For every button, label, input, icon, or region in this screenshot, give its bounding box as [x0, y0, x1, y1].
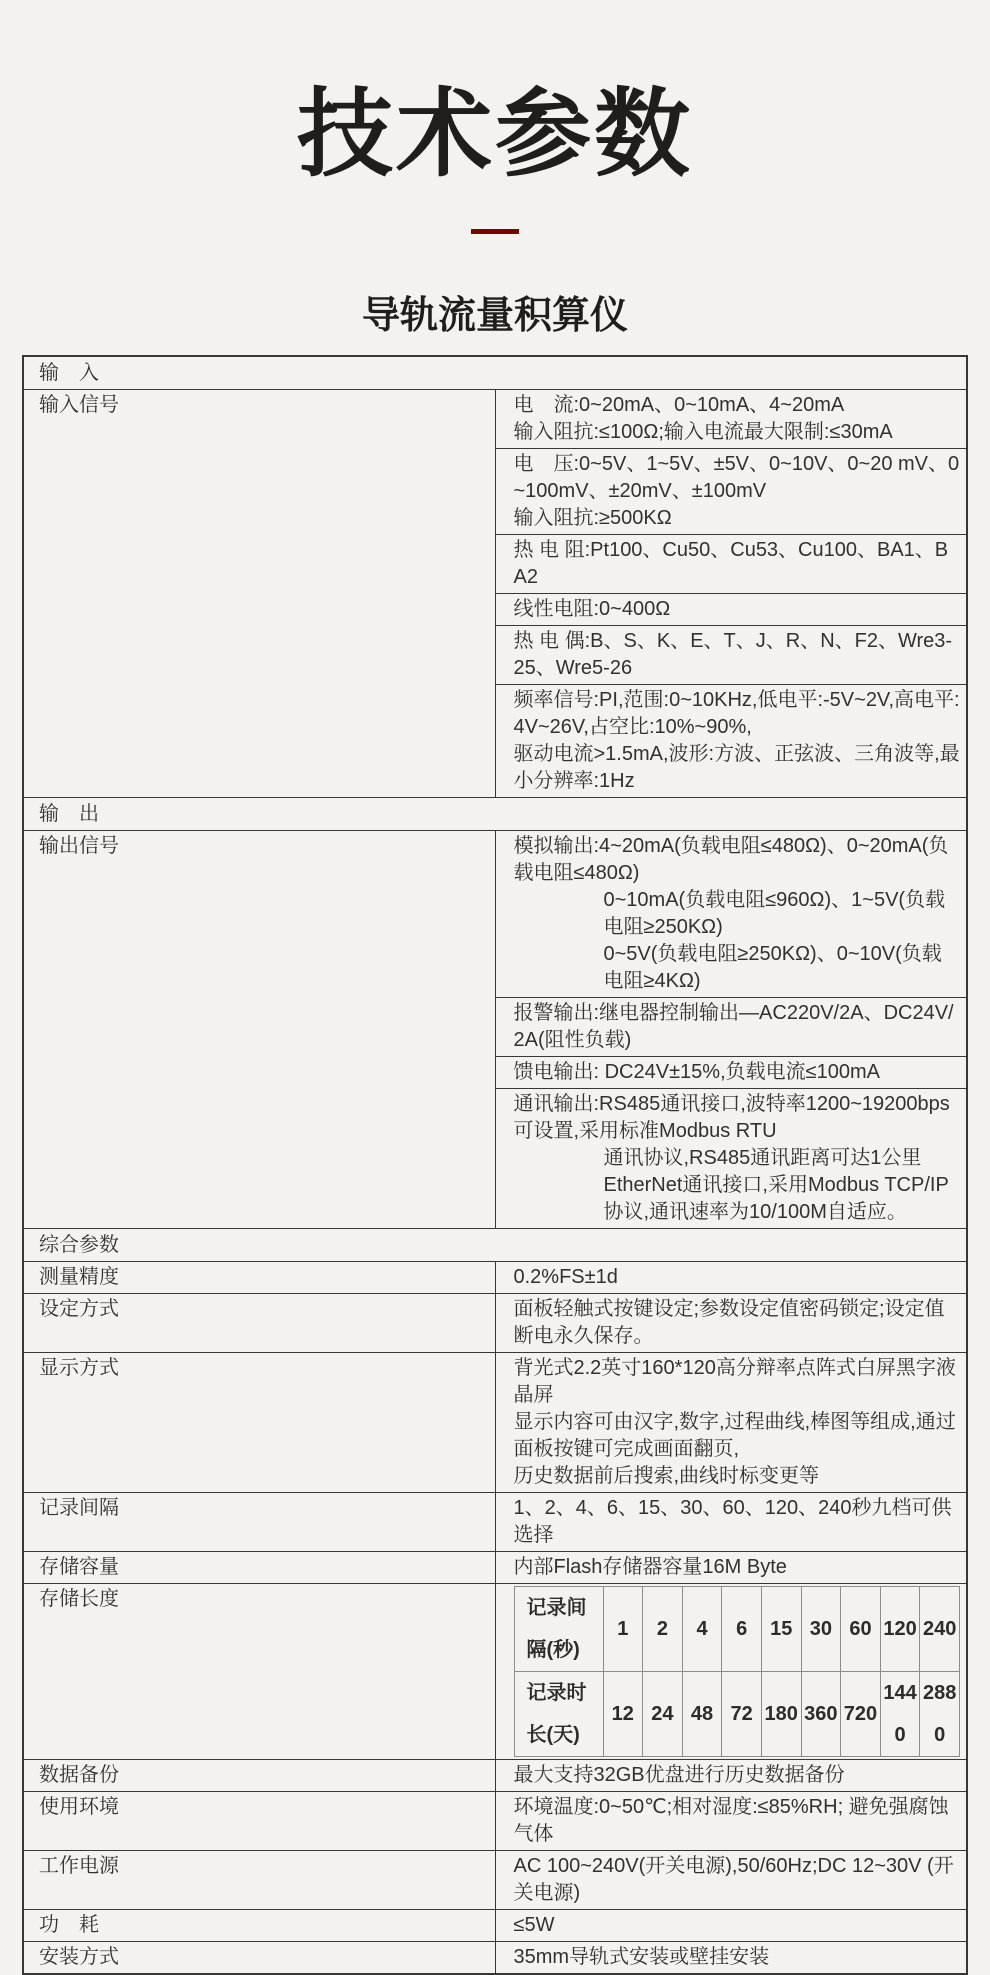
cell-output-analog: [495, 830, 967, 997]
spec-line: 电 压:0~5V、1~5V、±5V、0~10V、0~20 mV、0~100mV、±20mV、±100mV: [513, 452, 960, 502]
cell-display: [495, 1352, 967, 1492]
page-subtitle: 导轨流量积算仪: [361, 294, 628, 337]
storage-duration-value: 180: [761, 1671, 801, 1756]
table-row-interval: [23, 1492, 967, 1551]
storage-duration-row: [514, 1671, 960, 1756]
row-label-environment: 使用环境: [23, 1791, 495, 1850]
row-label-setting: 设定方式: [23, 1293, 495, 1352]
table-row-capacity: [23, 1551, 967, 1583]
section-row-output: [23, 797, 967, 830]
spec-table: [22, 355, 968, 1975]
cell-input-thermocouple: 热 电 偶:B、S、K、E、T、J、R、N、F2、Wre3-25、Wre5-26: [495, 625, 967, 684]
storage-interval-value: 60: [841, 1586, 881, 1671]
row-label-display: 显示方式: [23, 1352, 495, 1492]
section-header-output: 输 出: [23, 797, 967, 830]
storage-length-table: [514, 1586, 961, 1757]
storage-interval-label: 记录间隔(秒): [514, 1586, 603, 1671]
table-row-mount: [23, 1941, 967, 1974]
spec-line: 通讯协议,RS485通讯距离可达1公里: [603, 1146, 922, 1169]
storage-duration-value: 720: [841, 1671, 881, 1756]
spec-line: 输入阻抗:≥500KΩ: [513, 506, 672, 529]
table-row-storage-length: [23, 1583, 967, 1759]
spec-line: 0~10mA(负载电阻≤960Ω)、1~5V(负载电阻≥250KΩ): [603, 888, 946, 938]
row-label-power: 工作电源: [23, 1850, 495, 1909]
cell-backup: 最大支持32GB优盘进行历史数据备份: [495, 1759, 967, 1791]
table-row-output-analog: [23, 830, 967, 997]
cell-storage-length: [495, 1583, 967, 1759]
table-row-consumption: [23, 1909, 967, 1941]
storage-duration-value: 48: [682, 1671, 722, 1756]
cell-capacity: 内部Flash存储器容量16M Byte: [495, 1551, 967, 1583]
cell-output-comm: [495, 1088, 967, 1228]
cell-environment: 环境温度:0~50℃;相对湿度:≤85%RH; 避免强腐蚀气体: [495, 1791, 967, 1850]
storage-duration-value: 12: [603, 1671, 643, 1756]
cell-input-voltage: [495, 448, 967, 534]
cell-mount: 35mm导轨式安装或壁挂安装: [495, 1941, 967, 1974]
cell-interval: 1、2、4、6、15、30、60、120、240秒九档可供选择: [495, 1492, 967, 1551]
storage-interval-row: [514, 1586, 960, 1671]
storage-interval-value: 240: [920, 1586, 960, 1671]
row-label-consumption: 功 耗: [23, 1909, 495, 1941]
storage-interval-value: 6: [722, 1586, 762, 1671]
spec-line: 模拟输出:4~20mA(负载电阻≤480Ω)、0~20mA(负载电阻≤480Ω): [513, 834, 949, 884]
table-row-backup: [23, 1759, 967, 1791]
spec-line: 通讯输出:RS485通讯接口,波特率1200~19200bps可设置,采用标准Modbus RTU: [513, 1092, 950, 1142]
row-label-storage-length: 存储长度: [23, 1583, 495, 1759]
row-label-capacity: 存储容量: [23, 1551, 495, 1583]
row-label-interval: 记录间隔: [23, 1492, 495, 1551]
row-label-input-signal: 输入信号: [23, 389, 495, 797]
storage-interval-value: 120: [880, 1586, 920, 1671]
table-row-input-current: [23, 389, 967, 448]
row-label-accuracy: 测量精度: [23, 1261, 495, 1293]
cell-input-current: [495, 389, 967, 448]
spec-line: 驱动电流>1.5mA,波形:方波、正弦波、三角波等,最小分辨率:1Hz: [513, 742, 960, 792]
cell-input-frequency: [495, 684, 967, 797]
spec-line: 历史数据前后搜索,曲线时标变更等: [513, 1464, 820, 1487]
cell-accuracy: 0.2%FS±1d: [495, 1261, 967, 1293]
storage-duration-label: 记录时长(天): [514, 1671, 603, 1756]
storage-interval-value: 30: [801, 1586, 841, 1671]
storage-duration-value: 360: [801, 1671, 841, 1756]
table-row-display: [23, 1352, 967, 1492]
cell-input-linear-resistance: 线性电阻:0~400Ω: [495, 593, 967, 625]
storage-interval-value: 15: [761, 1586, 801, 1671]
spec-line: 输入阻抗:≤100Ω;输入电流最大限制:≤30mA: [513, 420, 893, 443]
storage-duration-value: 24: [643, 1671, 683, 1756]
spec-line: 电 流:0~20mA、0~10mA、4~20mA: [513, 393, 845, 416]
cell-input-rtd: 热 电 阻:Pt100、Cu50、Cu53、Cu100、BA1、BA2: [495, 534, 967, 593]
table-row-accuracy: [23, 1261, 967, 1293]
storage-interval-value: 1: [603, 1586, 643, 1671]
cell-setting: 面板轻触式按键设定;参数设定值密码锁定;设定值断电永久保存。: [495, 1293, 967, 1352]
cell-output-feed: 馈电输出: DC24V±15%,负载电流≤100mA: [495, 1056, 967, 1088]
row-label-output-signal: 输出信号: [23, 830, 495, 1228]
page-title: 技术参数: [297, 81, 693, 188]
cell-power: AC 100~240V(开关电源),50/60Hz;DC 12~30V (开关电源): [495, 1850, 967, 1909]
spec-line: EtherNet通讯接口,采用Modbus TCP/IP协议,通讯速率为10/100M自适应。: [603, 1173, 949, 1223]
title-divider-dash: [471, 229, 519, 234]
storage-duration-value: 72: [722, 1671, 762, 1756]
table-row-setting: [23, 1293, 967, 1352]
storage-duration-value: 1440: [880, 1671, 920, 1756]
section-row-input: [23, 356, 967, 390]
row-label-mount: 安装方式: [23, 1941, 495, 1974]
section-row-general: [23, 1228, 967, 1261]
table-row-environment: [23, 1791, 967, 1850]
spec-line: 显示内容可由汉字,数字,过程曲线,棒图等组成,通过面板按键可完成画面翻页,: [513, 1410, 956, 1460]
section-header-general: 综合参数: [23, 1228, 967, 1261]
row-label-backup: 数据备份: [23, 1759, 495, 1791]
spec-line: 0~5V(负载电阻≥250KΩ)、0~10V(负载电阻≥4KΩ): [603, 942, 942, 992]
table-row-power: [23, 1850, 967, 1909]
spec-line: 背光式2.2英寸160*120高分辩率点阵式白屏黑字液晶屏: [513, 1356, 956, 1406]
spec-line: 频率信号:PI,范围:0~10KHz,低电平:-5V~2V,高电平:4V~26V,占空比:10%~90%,: [513, 688, 960, 738]
cell-consumption: ≤5W: [495, 1909, 967, 1941]
section-header-input: 输 入: [23, 356, 967, 390]
cell-output-alarm: 报警输出:继电器控制输出—AC220V/2A、DC24V/2A(阻性负载): [495, 997, 967, 1056]
storage-duration-value: 2880: [920, 1671, 960, 1756]
storage-interval-value: 2: [643, 1586, 683, 1671]
storage-interval-value: 4: [682, 1586, 722, 1671]
